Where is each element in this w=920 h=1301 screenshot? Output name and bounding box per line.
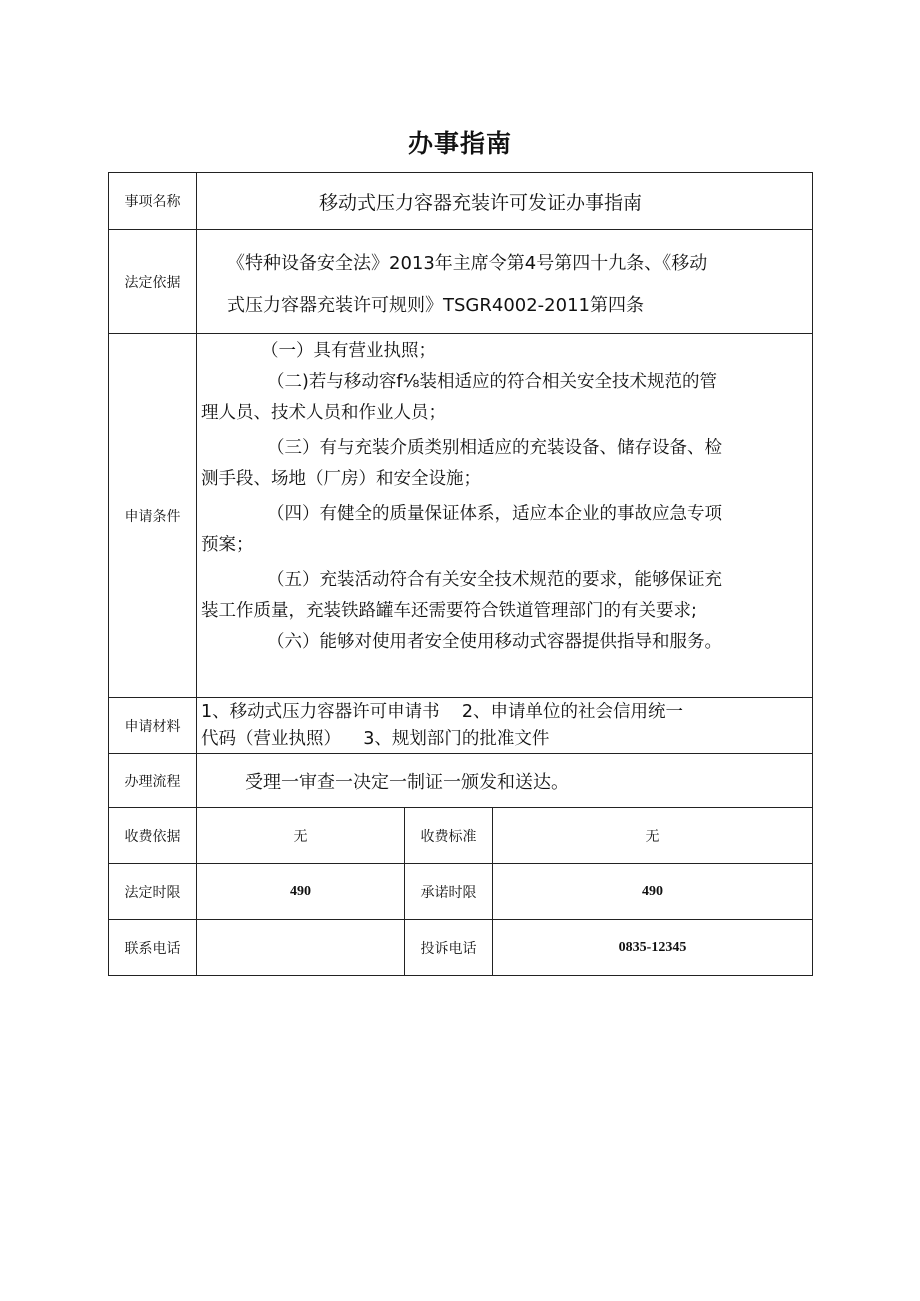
contact-phone-value <box>197 920 405 976</box>
legal-basis-label: 法定依据 <box>109 230 197 334</box>
fee-basis-label: 收费依据 <box>109 808 197 864</box>
condition-line: （二)若与移动容f⅛装相适应的符合相关安全技术规范的管 <box>267 372 717 392</box>
page-title: 办事指南 <box>407 129 512 158</box>
row-fee <box>109 808 813 864</box>
item-name-label: 事项名称 <box>109 173 197 230</box>
complaint-phone-label: 投诉电话 <box>405 920 493 976</box>
legal-basis-value <box>197 230 813 334</box>
complaint-phone-value: 0835-12345 <box>493 920 813 976</box>
condition-line: 测手段、场地（厂房）和安全设施； <box>201 469 481 489</box>
row-item-name <box>109 173 813 230</box>
row-process <box>109 754 813 808</box>
legal-basis-line-1: 《特种设备安全法》2013年主席令第4号第四十九条、《移动 <box>227 252 708 274</box>
condition-line: 装工作质量，充装铁路罐车还需要符合铁道管理部门的有关要求; <box>201 601 697 621</box>
process-value: 受理一审查一决定一制证一颁发和送达。 <box>197 754 813 808</box>
promise-time-value: 490 <box>493 864 813 920</box>
conditions-value <box>197 334 813 698</box>
conditions-label: 申请条件 <box>109 334 197 698</box>
row-legal-basis <box>109 230 813 334</box>
fee-standard-label: 收费标准 <box>405 808 493 864</box>
condition-line: （三）有与充装介质类别相适应的充装设备、储存设备、检 <box>267 438 722 458</box>
item-name-value: 移动式压力容器充装许可发证办事指南 <box>197 173 813 230</box>
row-materials <box>109 698 813 754</box>
materials-label: 申请材料 <box>109 698 197 754</box>
legal-basis-line-2: 式压力容器充装许可规则》TSGR4002-2011第四条 <box>227 294 644 316</box>
process-label: 办理流程 <box>109 754 197 808</box>
legal-time-label: 法定时限 <box>109 864 197 920</box>
condition-line: （六）能够对使用者安全使用移动式容器提供指导和服务。 <box>267 632 722 652</box>
row-time-limit <box>109 864 813 920</box>
promise-time-label: 承诺时限 <box>405 864 493 920</box>
materials-line-2: 代码（营业执照） 3、规划部门的批准文件 <box>201 728 550 749</box>
legal-time-value: 490 <box>197 864 405 920</box>
contact-phone-label: 联系电话 <box>109 920 197 976</box>
condition-line: 理人员、技术人员和作业人员； <box>201 403 446 423</box>
condition-line: （五）充装活动符合有关安全技术规范的要求，能够保证充 <box>267 570 722 590</box>
materials-line-1: 1、移动式压力容器许可申请书 2、申请单位的社会信用统一 <box>201 701 684 722</box>
row-phone <box>109 920 813 976</box>
fee-standard-value: 无 <box>493 808 813 864</box>
row-conditions <box>109 334 813 698</box>
condition-line: （一）具有营业执照； <box>261 341 436 361</box>
materials-value <box>197 698 813 754</box>
condition-line: 预案； <box>201 535 254 555</box>
guide-table <box>108 172 813 976</box>
fee-basis-value: 无 <box>197 808 405 864</box>
condition-line: （四）有健全的质量保证体系，适应本企业的事故应急专项 <box>267 504 722 524</box>
